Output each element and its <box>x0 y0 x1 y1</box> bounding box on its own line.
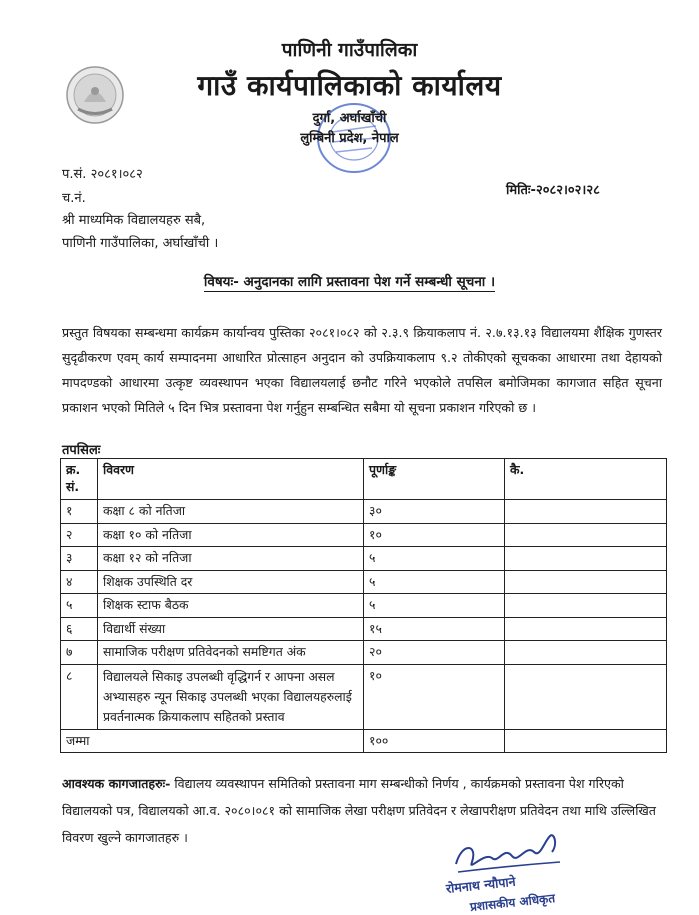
row-description: विद्यार्थी संख्या <box>98 617 364 641</box>
row-marks: २० <box>364 641 505 665</box>
table-header-row <box>61 459 667 500</box>
row-sn: २ <box>61 523 98 547</box>
total-value: १०० <box>364 729 505 753</box>
notice-body: प्रस्तुत विषयका सम्बन्धमा कार्यक्रम कार्यान्वय पुस्तिका २०८१।०८२ को २.३.९ क्रियाकलाप नं. २.७.१३.१३ विद्यालयमा शैक्षिक गुणस्तर सुदृढीकरण एवम् कार्य सम्पादनमा आधारित प्रोत्साहन अनुदान को उपक्रियाकलाप ९.२ तोकीएको सूचकका आधारमा तथा देहायको मापदण्डको आधारमा उत्कृष्ट व्यवस्थापन भएका विद्यालयलाई छनौट गरिने भएकोले तपसिल बमोजिमका कागजात सहित सूचना प्रकाशन भएको मितिले ५ दिन भित्र प्रस्तावना पेश गर्नुहुन सम्बन्धित सबैमा यो सूचना प्रकाशन गरिएको छ । <box>62 325 662 415</box>
row-description: विद्यालयले सिकाइ उपलब्धी वृद्धिगर्न र आफ्ना असल अभ्यासहरु न्यून सिकाइ उपलब्धी भएका विद्यालयहरुलाई प्रवर्तनात्मक क्रियाकलाप सहितको प्रस्ताव <box>98 664 364 729</box>
row-description: शिक्षक स्टाफ बैठक <box>98 594 364 618</box>
total-remark <box>505 729 667 753</box>
row-sn: १ <box>61 500 98 524</box>
row-description: कक्षा ८ को नतिजा <box>98 500 364 524</box>
row-sn: ७ <box>61 641 98 665</box>
table-row <box>61 500 667 524</box>
municipality-name: पाणिनी गाउँपालिका <box>281 39 418 61</box>
header-description: विवरण <box>98 459 364 500</box>
row-marks: १० <box>364 523 505 547</box>
table-row <box>61 547 667 571</box>
table-row <box>61 617 667 641</box>
dispatch-number: च.नं. <box>62 191 86 206</box>
table-row <box>61 594 667 618</box>
row-marks: ५ <box>364 570 505 594</box>
signatory-title: प्रशासकीय अधिकृत <box>469 891 556 914</box>
recipient-line-2: पाणिनी गाउँपालिका, अर्घाखाँची । <box>62 236 219 251</box>
criteria-table <box>60 458 667 753</box>
row-description: कक्षा १२ को नतिजा <box>98 547 364 571</box>
total-label: जम्मा <box>61 729 364 753</box>
address-line-2: लुम्बिनी प्रदेश, नेपाल <box>300 131 399 146</box>
row-description: शिक्षक उपस्थिति दर <box>98 570 364 594</box>
subject-text: विषयः- अनुदानका लागि प्रस्तावना पेश गर्ने सम्बन्धी सूचना । <box>203 274 496 290</box>
required-documents-text: विद्यालय व्यवस्थापन समितिको प्रस्तावना माग सम्बन्धीको निर्णय , कार्यक्रमको प्रस्तावना पेश गरिएको विद्यालयको पत्र, विद्यालयको आ.व. २०८०।०८१ को सामाजिक लेखा परीक्षण प्रतिवेदन र लेखापरीक्षण प्रतिवेदन तथा माथि उल्लिखित विवरण खुल्ने कागजातहरु । <box>62 776 656 845</box>
required-documents-label: आवश्यक कागजातहरुः- <box>62 776 171 791</box>
row-remark <box>505 523 667 547</box>
table-row <box>61 523 667 547</box>
row-sn: ४ <box>61 570 98 594</box>
row-marks: १० <box>364 664 505 729</box>
row-remark <box>505 664 667 729</box>
row-remark <box>505 500 667 524</box>
row-remark <box>505 641 667 665</box>
row-sn: ५ <box>61 594 98 618</box>
row-marks: ३० <box>364 500 505 524</box>
row-sn: ८ <box>61 664 98 729</box>
row-remark <box>505 594 667 618</box>
recipient-line-1: श्री माध्यमिक विद्यालयहरु सबै, <box>62 213 206 228</box>
address-line-1: दुर्गा, अर्घाखाँची <box>312 111 387 126</box>
row-sn: ३ <box>61 547 98 571</box>
table-title: तपसिलः <box>62 443 101 458</box>
office-title: गाउँ कार्यपालिकाको कार्यालय <box>197 69 502 102</box>
header-remark: कै. <box>505 459 667 500</box>
letter-date: मितिः-२०८२।०२।२८ <box>506 183 600 198</box>
row-marks: ५ <box>364 547 505 571</box>
row-remark <box>505 547 667 571</box>
table-row <box>61 664 667 729</box>
row-marks: १५ <box>364 617 505 641</box>
row-remark <box>505 570 667 594</box>
header-sn: क्र. सं. <box>61 459 98 500</box>
header-marks: पूर्णाङ्क <box>364 459 505 500</box>
row-description: सामाजिक परीक्षण प्रतिवेदनको समष्टिगत अंक <box>98 641 364 665</box>
table-total-row <box>61 729 667 753</box>
row-description: कक्षा १० को नतिजा <box>98 523 364 547</box>
reference-number: प.सं. २०८१।०८२ <box>62 167 143 182</box>
row-remark <box>505 617 667 641</box>
subject-line <box>0 272 699 290</box>
signatory-name: रोमनाथ न्यौपाने <box>445 873 517 896</box>
table-row <box>61 570 667 594</box>
row-sn: ६ <box>61 617 98 641</box>
row-marks: ५ <box>364 594 505 618</box>
table-row <box>61 641 667 665</box>
